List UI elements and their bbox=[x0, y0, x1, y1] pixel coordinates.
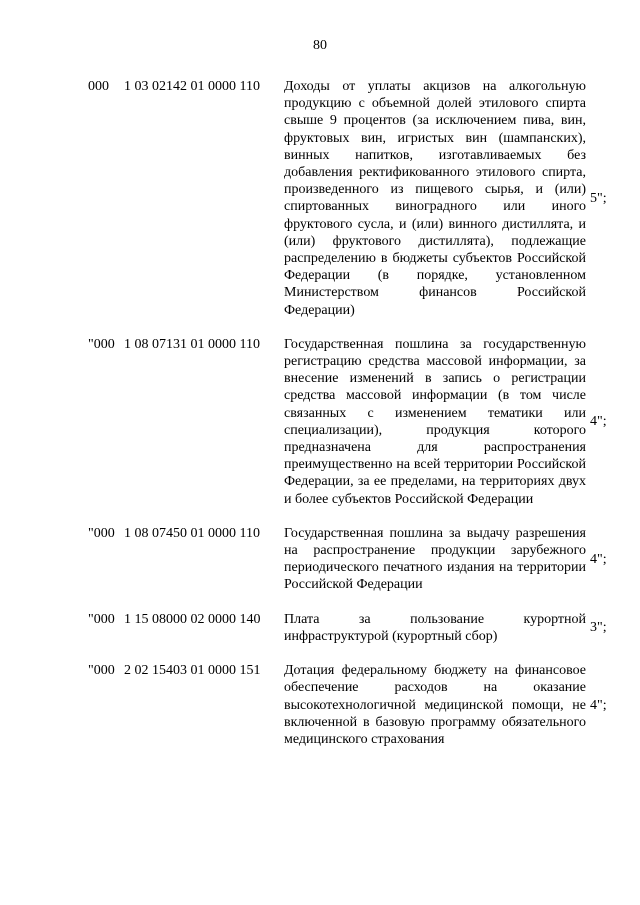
table-row bbox=[88, 525, 620, 594]
revenue-description: Государственная пошлина за государственную регистрацию средства массовой информации, за внесение изменений в запись о регистрации средства массовой информации (в том числе связанных с изменением тематики или специализации), продукция которого предназначена для распространения преимущественно на всей территории Российской Федерации, за ее пределами, на территориях двух и более субъектов Российской Федерации bbox=[284, 336, 586, 507]
page-number: 80 bbox=[313, 38, 327, 53]
entries-table bbox=[88, 78, 620, 765]
row-tail-value: 4"; bbox=[590, 697, 607, 713]
row-tail-value: 4"; bbox=[590, 551, 607, 567]
row-tail-value: 4"; bbox=[590, 414, 607, 430]
budget-classification-code: 1 08 07450 01 0000 110 bbox=[124, 525, 260, 541]
budget-classification-code: 1 08 07131 01 0000 110 bbox=[124, 336, 260, 352]
row-tail-value: 5"; bbox=[590, 190, 607, 206]
row-tail-value: 3"; bbox=[590, 620, 607, 636]
admin-code: "000 bbox=[88, 336, 115, 352]
table-row bbox=[88, 611, 620, 645]
revenue-description: Государственная пошлина за выдачу разрешения на распространение продукции зарубежного периодического печатного издания на территории Российской Федерации bbox=[284, 525, 586, 593]
table-row bbox=[88, 662, 620, 748]
table-row bbox=[88, 78, 620, 319]
admin-code: "000 bbox=[88, 525, 115, 541]
admin-code: "000 bbox=[88, 663, 115, 679]
admin-code: "000 bbox=[88, 611, 115, 627]
budget-classification-code: 1 03 02142 01 0000 110 bbox=[124, 79, 260, 94]
table-row bbox=[88, 336, 620, 508]
admin-code: 000 bbox=[88, 79, 109, 94]
revenue-description: Плата за пользование курортной инфраструктурой (курортный сбор) bbox=[284, 611, 586, 644]
budget-classification-code: 1 15 08000 02 0000 140 bbox=[124, 611, 261, 627]
budget-classification-code: 2 02 15403 01 0000 151 bbox=[124, 663, 261, 679]
revenue-description: Дотация федеральному бюджету на финансовое обеспечение расходов на оказание высокотехнологичной медицинской помощи, не включенной в базовую программу обязательного медицинского страхования bbox=[284, 663, 586, 747]
revenue-description: Доходы от уплаты акцизов на алкогольную продукцию с объемной долей этилового спирта свыше 9 процентов (за исключением пива, вин, фруктовых вин, игристых вин (шампанских), винных напитков, изготавливаемых без добавления ректификованного этилового спирта, произведенного из пищевого сырья, и (или) спиртованных виноградного или иного фруктового сусла, и (или) винного дистиллята, и (или) фруктового дистиллята), подлежащие распределению в бюджеты субъектов Российской Федерации (в порядке, установленном Министерством финансов Российской Федерации) bbox=[284, 79, 586, 318]
